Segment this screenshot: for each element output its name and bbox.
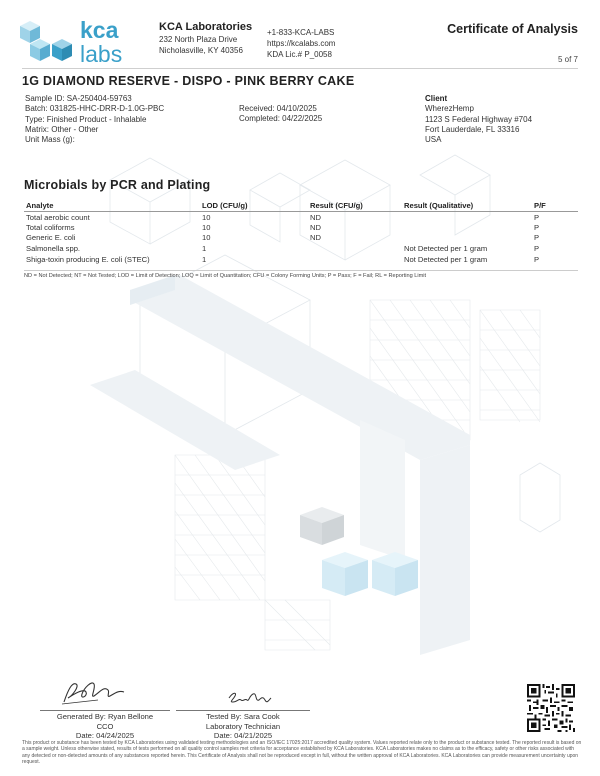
legal-disclaimer: This product or substance has been tested by KCA Laboratories using validated testing methodologies and an ISO/IEC 17025:2017 accredited quality system. Values reported relate only to the product or substance tested. The reported result is based on a sample weight. Unless otherwise stated, results of tests performed on all quality control samples met criteria for acceptance established by KCA Laboratories. KCA Laboratories makes no claims as to the efficacy, safety or other risks associated with any detected or non-detected amounts of any substances reported herein. This Certificate of Analysis shall not be reproduced except in full, without the written approval of KCA Laboratories. KCA Laboratories can provide measurement uncertainty upon request. [22, 740, 582, 766]
tested-by: Tested By: Sara Cook [206, 712, 280, 721]
analyte-cell: Generic E. coli [26, 233, 76, 243]
sample-id: Sample ID: SA-250404-59763 [25, 94, 132, 103]
signature-sara-cook [225, 686, 275, 710]
result-cell [308, 254, 402, 265]
pass-fail-cell: P [534, 212, 540, 222]
lab-name: KCA Laboratories [159, 21, 253, 33]
table-header-row [24, 200, 578, 212]
qr-code-icon[interactable] [527, 684, 575, 732]
microbials-table [24, 200, 578, 264]
client-heading: Client [425, 94, 448, 103]
table-row [24, 243, 578, 254]
analyte-cell: Total aerobic count [26, 212, 90, 222]
sample-type: Type: Finished Product - Inhalable [25, 114, 147, 124]
analyte-cell: Total coliforms [26, 222, 75, 232]
signature-block-generated [40, 712, 170, 741]
client-address-line-2: Fort Lauderdale, FL 33316 [425, 124, 520, 134]
header-result: Result (CFU/g) [308, 200, 402, 212]
sample-dates [239, 104, 322, 125]
product-title: 1G DIAMOND RESERVE - DISPO - PINK BERRY CAKE [22, 74, 355, 88]
header-pass-fail: P/F [532, 200, 578, 212]
client-name: WherezHemp [425, 104, 474, 114]
lab-address-line-2: Nicholasville, KY 40356 [159, 46, 243, 55]
analyte-cell: Salmonella spp. [26, 244, 81, 254]
lab-phone: +1-833-KCA-LABS [267, 28, 335, 37]
analyte-cell: Shiga-toxin producing E. coli (STEC) [26, 254, 150, 264]
pass-fail-cell: P [534, 222, 540, 232]
lab-contact-block [267, 27, 335, 60]
result-cell: ND [310, 233, 321, 243]
qualitative-cell: Not Detected per 1 gram [404, 254, 488, 264]
generated-by: Generated By: Ryan Bellone [56, 712, 154, 721]
result-cell: ND [310, 222, 321, 232]
kca-logo-cubes-icon [18, 14, 148, 66]
lod-cell: 10 [202, 212, 211, 222]
lab-website[interactable]: https://kcalabs.com [267, 39, 336, 48]
pass-fail-cell: P [534, 244, 540, 254]
lab-address-line-1: 232 North Plaza Drive [159, 35, 238, 44]
section-title-microbials: Microbials by PCR and Plating [24, 178, 211, 192]
sample-info [25, 94, 164, 145]
lod-cell: 10 [202, 233, 211, 243]
table-row [24, 212, 578, 223]
logo-brand-top: kca [80, 17, 119, 43]
client-info [425, 94, 532, 145]
client-country: USA [425, 135, 442, 145]
result-cell [308, 243, 402, 254]
batch: Batch: 031825-HHC-DRR-D-1.0G-PBC [25, 104, 165, 114]
header-qualitative: Result (Qualitative) [402, 200, 532, 212]
qualitative-cell [402, 233, 532, 244]
generated-role: CCO [96, 721, 114, 731]
completed-date: Completed: 04/22/2025 [239, 114, 323, 124]
table-row [24, 222, 578, 233]
signature-block-tested [176, 712, 310, 741]
table-row [24, 254, 578, 265]
signature-line-2 [176, 710, 310, 711]
client-address-line-1: 1123 S Federal Highway #704 [425, 114, 533, 124]
signature-ryan-bellone [58, 676, 130, 708]
logo-brand-bottom: labs [80, 41, 123, 66]
tested-role: Laboratory Technician [205, 721, 281, 731]
pass-fail-cell: P [534, 254, 540, 264]
page-number: 5 of 7 [557, 55, 578, 64]
lab-license: KDA Lic.# P_0058 [267, 50, 332, 59]
lab-address-block [159, 22, 252, 56]
received-date: Received: 04/10/2025 [239, 104, 317, 113]
header-divider [22, 68, 578, 69]
lod-cell: 1 [202, 244, 207, 254]
header-analyte: Analyte [24, 200, 200, 212]
qualitative-cell [402, 222, 532, 233]
qualitative-cell [402, 212, 532, 223]
qualitative-cell: Not Detected per 1 gram [404, 244, 488, 254]
lod-cell: 1 [202, 254, 207, 264]
lod-cell: 10 [202, 222, 211, 232]
abbreviation-legend: ND = Not Detected; NT = Not Tested; LOD = Limit of Detection; LOQ = Limit of Quantitation; CFU = Colony Forming Units; P = Pass; F = Fail; RL = Reporting Limit [24, 270, 578, 279]
sample-matrix: Matrix: Other - Other [25, 124, 99, 134]
signature-line-1 [40, 710, 170, 711]
result-cell: ND [310, 212, 321, 222]
certificate-title: Certificate of Analysis [447, 22, 578, 36]
table-row [24, 233, 578, 244]
pass-fail-cell: P [534, 233, 540, 243]
header-lod: LOD (CFU/g) [200, 200, 308, 212]
generated-date: Date: 04/24/2025 [75, 731, 135, 741]
unit-mass: Unit Mass (g): [25, 135, 75, 145]
tested-date: Date: 04/21/2025 [213, 731, 273, 741]
